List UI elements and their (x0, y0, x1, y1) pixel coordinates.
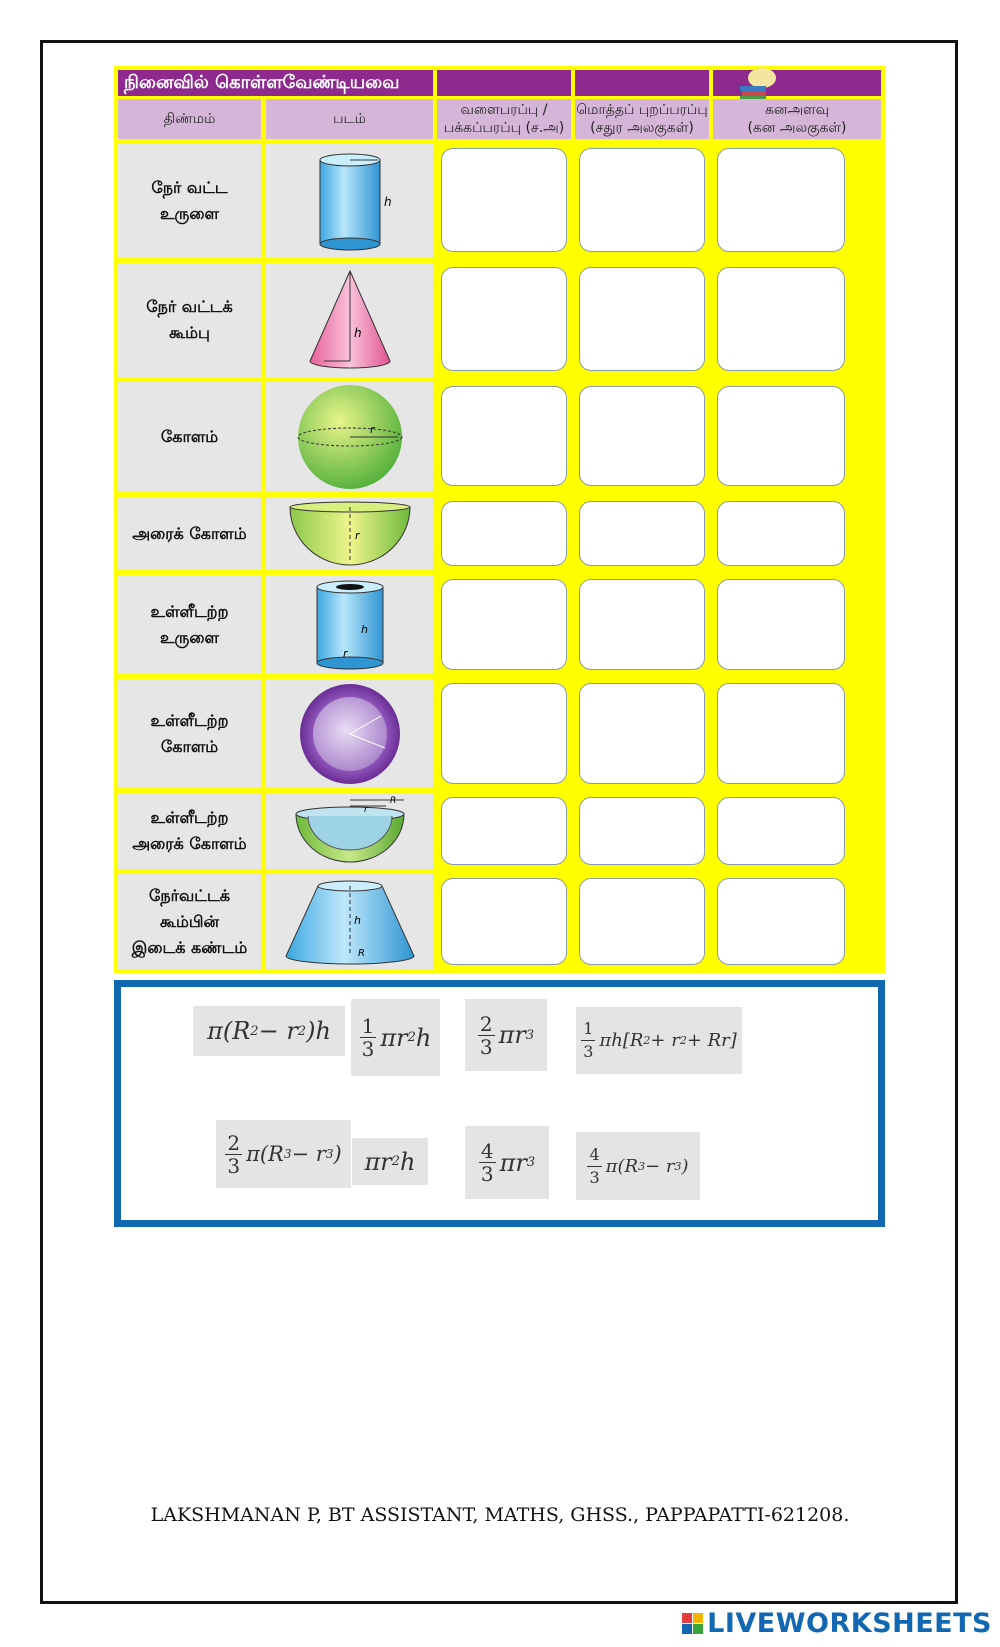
answer-box-hollow-hemisphere-volume[interactable] (717, 797, 845, 865)
liveworksheets-logo[interactable]: LIVEWORKSHEETS (682, 1608, 992, 1639)
answer-box-sphere-csa[interactable] (441, 386, 567, 486)
formula-hollow-cylinder-volume[interactable]: π(R 2 − r 2 )h (193, 1006, 345, 1056)
formula-table (114, 66, 885, 973)
answer-box-frustum-volume[interactable] (717, 878, 845, 965)
formula-bank (114, 980, 885, 1227)
header-band (575, 70, 709, 96)
header-band (437, 70, 571, 96)
svg-text:r: r (369, 423, 375, 436)
row-name-hemisphere: அரைக் கோளம் (118, 497, 261, 570)
table-title: நினைவில் கொள்ளவேண்டியவை (118, 70, 433, 96)
answer-box-hollow-sphere-csa[interactable] (441, 683, 567, 784)
row-name-frustum: நேர்வட்டக் கூம்பின் இடைக் கண்டம் (118, 874, 261, 969)
cylinder-icon (266, 144, 433, 258)
frustum-icon (266, 874, 433, 969)
hollow-cylinder-icon (266, 575, 433, 674)
svg-text:h: h (360, 622, 368, 636)
hemisphere-icon (266, 497, 433, 570)
answer-box-frustum-csa[interactable] (441, 878, 567, 965)
hollow-sphere-icon (266, 679, 433, 788)
formula-frustum-volume[interactable]: $\frac{1}{3}$ πh[R 2 + r 2 + Rr] (576, 1007, 742, 1074)
answer-box-sphere-volume[interactable] (717, 386, 845, 486)
answer-box-hollow-cylinder-csa[interactable] (441, 579, 567, 670)
svg-text:R: R (357, 947, 365, 959)
row-name-cylinder: நேர் வட்ட உருளை (118, 144, 261, 258)
row-name-hollow-sphere: உள்ளீடற்ற கோளம் (118, 679, 261, 788)
row-name-cone: நேர் வட்டக் கூம்பு (118, 263, 261, 377)
header-volume: கனஅளவு (கன அலகுகள்) (713, 99, 881, 139)
answer-box-cone-tsa[interactable] (579, 267, 705, 371)
answer-box-hollow-cylinder-volume[interactable] (717, 579, 845, 670)
answer-box-cone-csa[interactable] (441, 267, 567, 371)
answer-box-hollow-hemisphere-tsa[interactable] (579, 797, 705, 865)
hollow-hemisphere-icon (266, 793, 433, 869)
svg-text:r: r (354, 528, 360, 542)
formula-hollow-sphere-volume[interactable]: $\frac{4}{3}$ π(R 3 − r 3 ) (576, 1132, 700, 1200)
answer-box-hollow-sphere-tsa[interactable] (579, 683, 705, 784)
header-figure: படம் (266, 99, 433, 139)
answer-box-hollow-cylinder-tsa[interactable] (579, 579, 705, 670)
answer-box-hemisphere-volume[interactable] (717, 501, 845, 566)
liveworksheets-logo-icon (682, 1613, 703, 1634)
answer-box-hemisphere-csa[interactable] (441, 501, 567, 566)
svg-text:h: h (353, 913, 361, 927)
svg-text:h: h (353, 326, 362, 340)
header-csa: வளைபரப்பு / பக்கப்பரப்பு (ச.அ) (437, 99, 571, 139)
answer-box-hollow-hemisphere-csa[interactable] (441, 797, 567, 865)
sphere-icon (266, 382, 433, 492)
answer-box-cone-volume[interactable] (717, 267, 845, 371)
formula-sphere-volume[interactable]: $\frac{4}{3}$ πr 3 (465, 1126, 549, 1199)
answer-box-hollow-sphere-volume[interactable] (717, 683, 845, 784)
answer-box-sphere-tsa[interactable] (579, 386, 705, 486)
svg-text:r: r (342, 646, 348, 660)
svg-text:R: R (389, 796, 396, 806)
formula-cone-volume[interactable]: $\frac{1}{3}$ πr 2 h (351, 999, 440, 1076)
answer-box-frustum-tsa[interactable] (579, 878, 705, 965)
row-name-sphere: கோளம் (118, 382, 261, 492)
answer-box-hemisphere-tsa[interactable] (579, 501, 705, 566)
row-name-hollow-hemisphere: உள்ளீடற்ற அரைக் கோளம் (118, 793, 261, 869)
cone-icon (266, 263, 433, 377)
answer-box-cylinder-volume[interactable] (717, 148, 845, 252)
author-credit: LAKSHMANAN P, BT ASSISTANT, MATHS, GHSS., PAPPAPATTI-621208. (150, 1504, 850, 1526)
answer-box-cylinder-tsa[interactable] (579, 148, 705, 252)
formula-cylinder-volume[interactable]: πr 2 h (352, 1138, 428, 1185)
formula-hemisphere-volume[interactable]: $\frac{2}{3}$ πr 3 (465, 999, 547, 1071)
formula-hollow-hemisphere-volume[interactable]: $\frac{2}{3}$ π(R 3 − r 3 ) (216, 1120, 351, 1188)
answer-box-cylinder-csa[interactable] (441, 148, 567, 252)
svg-text:r: r (363, 805, 368, 815)
row-name-hollow-cylinder: உள்ளீடற்ற உருளை (118, 575, 261, 674)
header-tsa: மொத்தப் புறப்பரப்பு (சதுர அலகுகள்) (575, 99, 709, 139)
books-icon (734, 68, 778, 102)
header-solid: திண்மம் (118, 99, 261, 139)
svg-text:h: h (383, 195, 392, 209)
